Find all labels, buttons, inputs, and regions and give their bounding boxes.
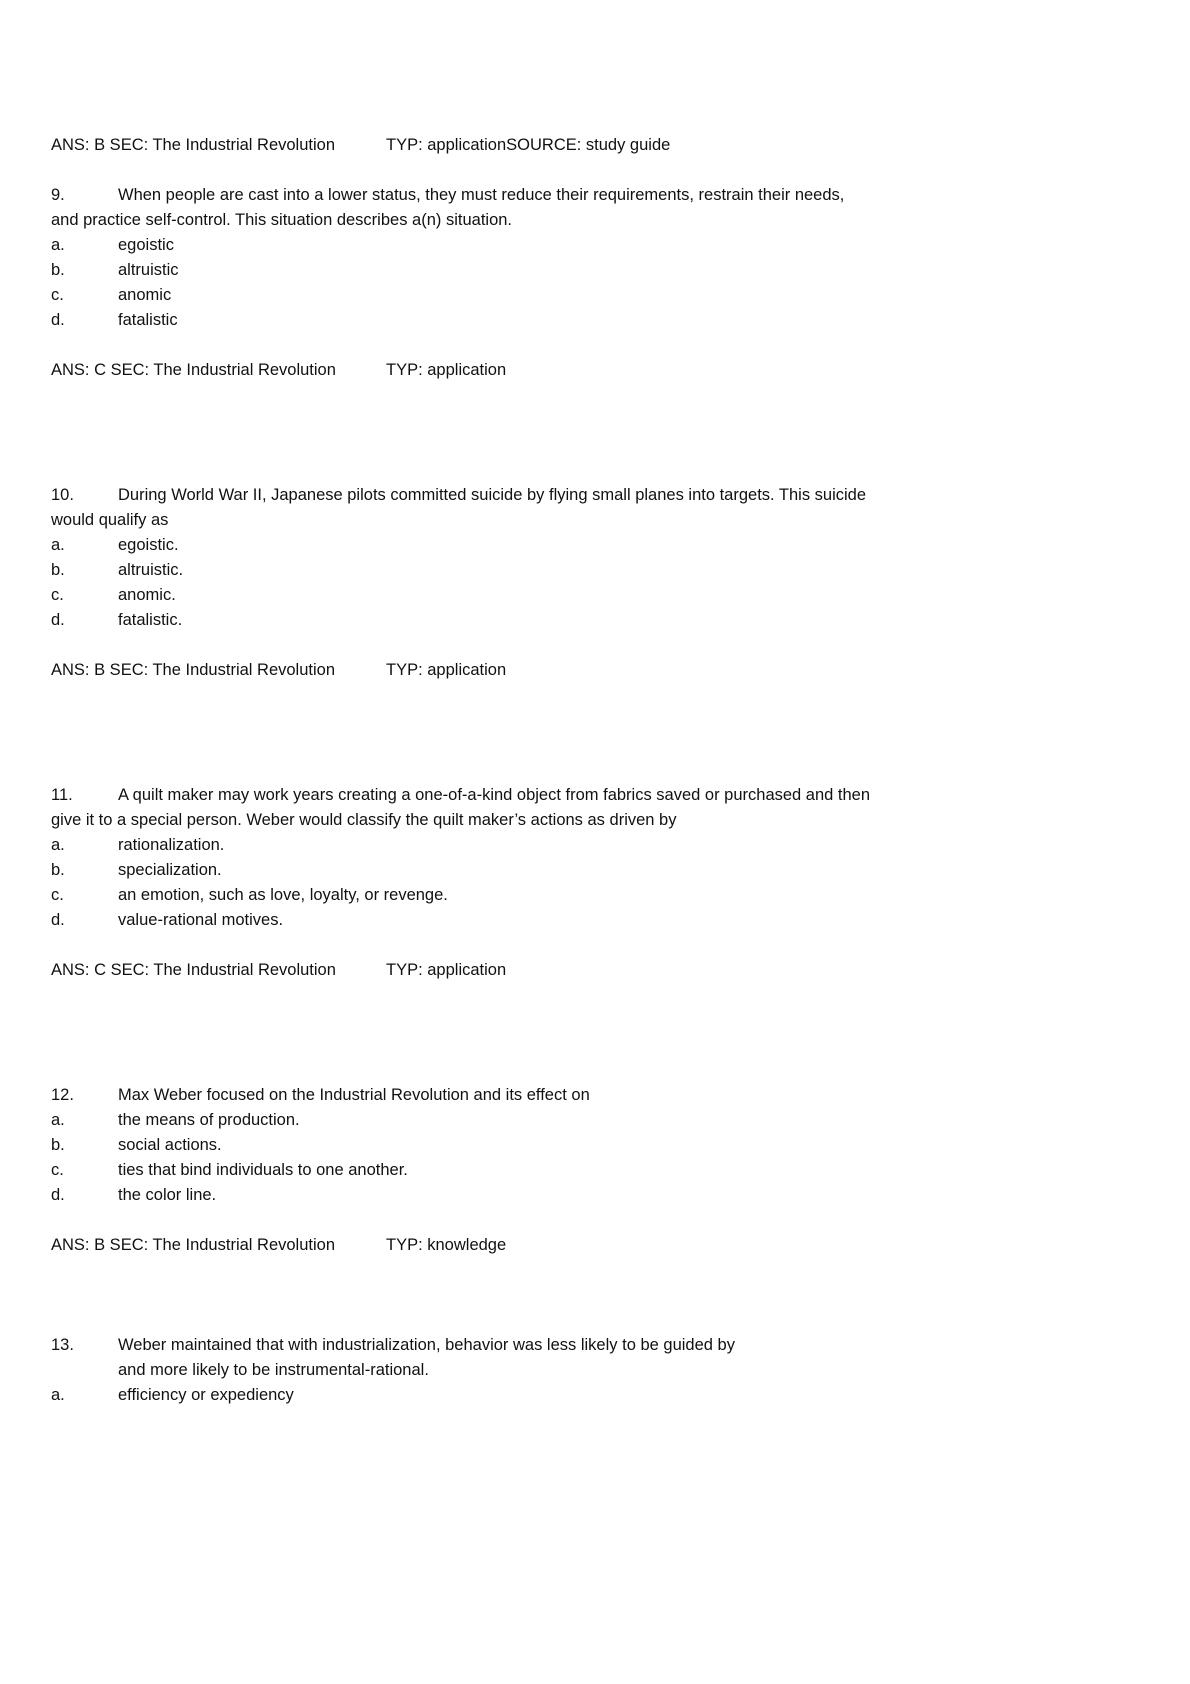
option-text: altruistic. [118, 561, 184, 579]
option-b [51, 859, 1051, 881]
question-number: 12. [51, 1086, 74, 1104]
option-letter: a. [51, 536, 65, 554]
option-a [51, 834, 1051, 856]
option-text: fatalistic. [118, 611, 183, 629]
option-c [51, 884, 1051, 906]
option-letter: c. [51, 1161, 64, 1179]
option-letter: d. [51, 311, 65, 329]
option-c [51, 1159, 1051, 1181]
answer-type: TYP: application [386, 361, 507, 379]
question-stem [51, 1084, 1051, 1106]
option-text: anomic [118, 286, 172, 304]
question-text-continued: and practice self-control. This situation describes a(n) situation. [51, 211, 513, 229]
option-text: ties that bind individuals to one another. [118, 1161, 408, 1179]
option-text: an emotion, such as love, loyalty, or revenge. [118, 886, 448, 904]
answer-section: ANS: B SEC: The Industrial Revolution [51, 661, 335, 679]
option-text: efficiency or expediency [118, 1386, 294, 1404]
answer-line [51, 959, 1051, 981]
option-a [51, 1384, 1051, 1406]
option-text: social actions. [118, 1136, 222, 1154]
option-c [51, 284, 1051, 306]
answer-section: ANS: B SEC: The Industrial Revolution [51, 1236, 335, 1254]
option-letter: a. [51, 836, 65, 854]
option-text: egoistic [118, 236, 174, 254]
option-letter: d. [51, 911, 65, 929]
option-a [51, 534, 1051, 556]
option-d [51, 909, 1051, 931]
question-text: Weber maintained that with industrialization, behavior was less likely to be guided by [118, 1336, 735, 1354]
question-text-continued: and more likely to be instrumental-rational. [118, 1361, 429, 1379]
question-number: 10. [51, 486, 74, 504]
answer-type: TYP: application [386, 661, 507, 679]
option-letter: a. [51, 1111, 65, 1129]
question-stem [51, 784, 1051, 806]
answer-type: TYP: applicationSOURCE: study guide [386, 136, 671, 154]
option-d [51, 1184, 1051, 1206]
option-text: the color line. [118, 1186, 217, 1204]
question-number: 9. [51, 186, 65, 204]
option-text: rationalization. [118, 836, 225, 854]
answer-section: ANS: B SEC: The Industrial Revolution [51, 136, 335, 154]
option-text: altruistic [118, 261, 179, 279]
question-text: When people are cast into a lower status, they must reduce their requirements, restrain their needs, [118, 186, 845, 204]
option-text: egoistic. [118, 536, 179, 554]
question-stem-continued [51, 1359, 1051, 1381]
question-stem [51, 1334, 1051, 1356]
option-d [51, 309, 1051, 331]
question-text-continued: would qualify as [51, 511, 169, 529]
option-b [51, 1134, 1051, 1156]
option-text: anomic. [118, 586, 176, 604]
option-text: fatalistic [118, 311, 178, 329]
option-letter: b. [51, 861, 65, 879]
option-c [51, 584, 1051, 606]
question-text: During World War II, Japanese pilots committed suicide by flying small planes into targets. This suicide [118, 486, 867, 504]
question-text: Max Weber focused on the Industrial Revolution and its effect on [118, 1086, 590, 1104]
answer-type: TYP: knowledge [386, 1236, 507, 1254]
question-stem [51, 184, 1051, 206]
question-stem-continued [51, 809, 1051, 831]
answer-line [51, 1234, 1051, 1256]
option-letter: b. [51, 1136, 65, 1154]
option-letter: b. [51, 261, 65, 279]
question-stem-continued [51, 209, 1051, 231]
question-stem-continued [51, 509, 1051, 531]
option-letter: a. [51, 236, 65, 254]
answer-line [51, 359, 1051, 381]
option-letter: a. [51, 1386, 65, 1404]
option-b [51, 259, 1051, 281]
option-text: specialization. [118, 861, 222, 879]
question-text-continued: give it to a special person. Weber would classify the quilt maker’s actions as driven by [51, 811, 677, 829]
option-a [51, 1109, 1051, 1131]
question-stem [51, 484, 1051, 506]
question-number: 11. [51, 786, 73, 804]
option-text: the means of production. [118, 1111, 300, 1129]
option-letter: c. [51, 286, 64, 304]
question-text: A quilt maker may work years creating a one-of-a-kind object from fabrics saved or purchased and then [118, 786, 871, 804]
option-letter: c. [51, 586, 64, 604]
answer-section: ANS: C SEC: The Industrial Revolution [51, 361, 336, 379]
option-b [51, 559, 1051, 581]
option-letter: b. [51, 561, 65, 579]
answer-section: ANS: C SEC: The Industrial Revolution [51, 961, 336, 979]
option-text: value-rational motives. [118, 911, 284, 929]
answer-line [51, 134, 1051, 156]
option-letter: c. [51, 886, 64, 904]
option-d [51, 609, 1051, 631]
answer-type: TYP: application [386, 961, 507, 979]
answer-line [51, 659, 1051, 681]
question-number: 13. [51, 1336, 74, 1354]
option-letter: d. [51, 611, 65, 629]
option-letter: d. [51, 1186, 65, 1204]
option-a [51, 234, 1051, 256]
